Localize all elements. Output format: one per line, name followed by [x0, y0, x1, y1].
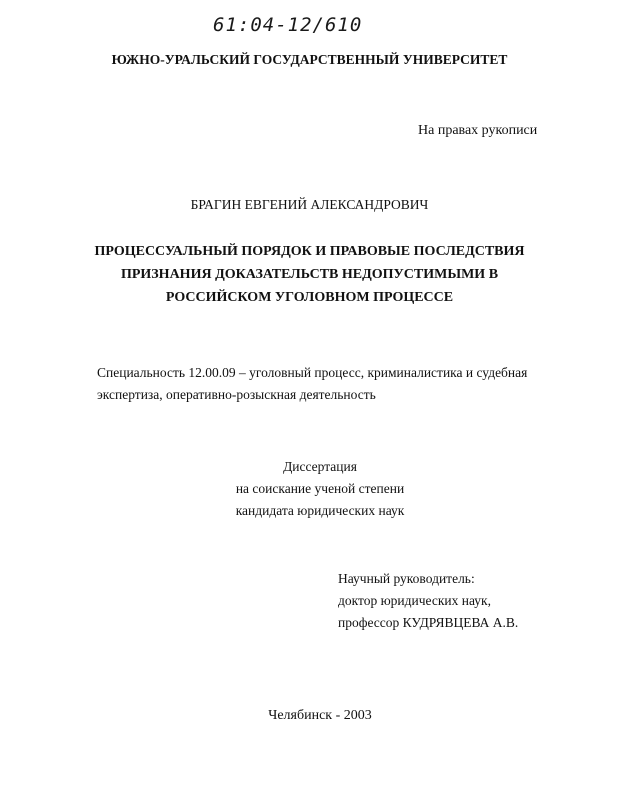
- university-name: ЮЖНО-УРАЛЬСКИЙ ГОСУДАРСТВЕННЫЙ УНИВЕРСИТЕТ: [111, 52, 508, 67]
- supervisor-line: Научный руководитель:: [338, 571, 475, 586]
- archive-stamp: 61:04-12/610: [213, 14, 363, 36]
- city-year: Челябинск - 2003: [268, 708, 372, 723]
- degree-line: на соискание ученой степени: [235, 481, 405, 496]
- specialty-line: Специальность 12.00.09 – уголовный процесс, криминалистика и судебная: [97, 365, 528, 380]
- supervisor-block: [338, 568, 518, 634]
- title-line: ПРИЗНАНИЯ ДОКАЗАТЕЛЬСТВ НЕДОПУСТИМЫМИ В: [120, 267, 499, 282]
- degree-line: кандидата юридических наук: [235, 503, 405, 518]
- degree-statement: [0, 456, 619, 522]
- title-line: ПРОЦЕССУАЛЬНЫЙ ПОРЯДОК И ПРАВОВЫЕ ПОСЛЕДСТВИЯ: [94, 244, 525, 259]
- specialty: [97, 362, 567, 406]
- author-name: БРАГИН ЕВГЕНИЙ АЛЕКСАНДРОВИЧ: [190, 197, 429, 212]
- supervisor-line: профессор КУДРЯВЦЕВА А.В.: [338, 615, 519, 630]
- degree-line: Диссертация: [283, 459, 357, 474]
- rights-note: На правах рукописи: [418, 123, 538, 138]
- specialty-line: экспертиза, оперативно-розыскная деятельность: [97, 387, 376, 402]
- title-line: РОССИЙСКОМ УГОЛОВНОМ ПРОЦЕССЕ: [165, 290, 454, 305]
- supervisor-line: доктор юридических наук,: [338, 593, 491, 608]
- dissertation-title: [0, 240, 619, 309]
